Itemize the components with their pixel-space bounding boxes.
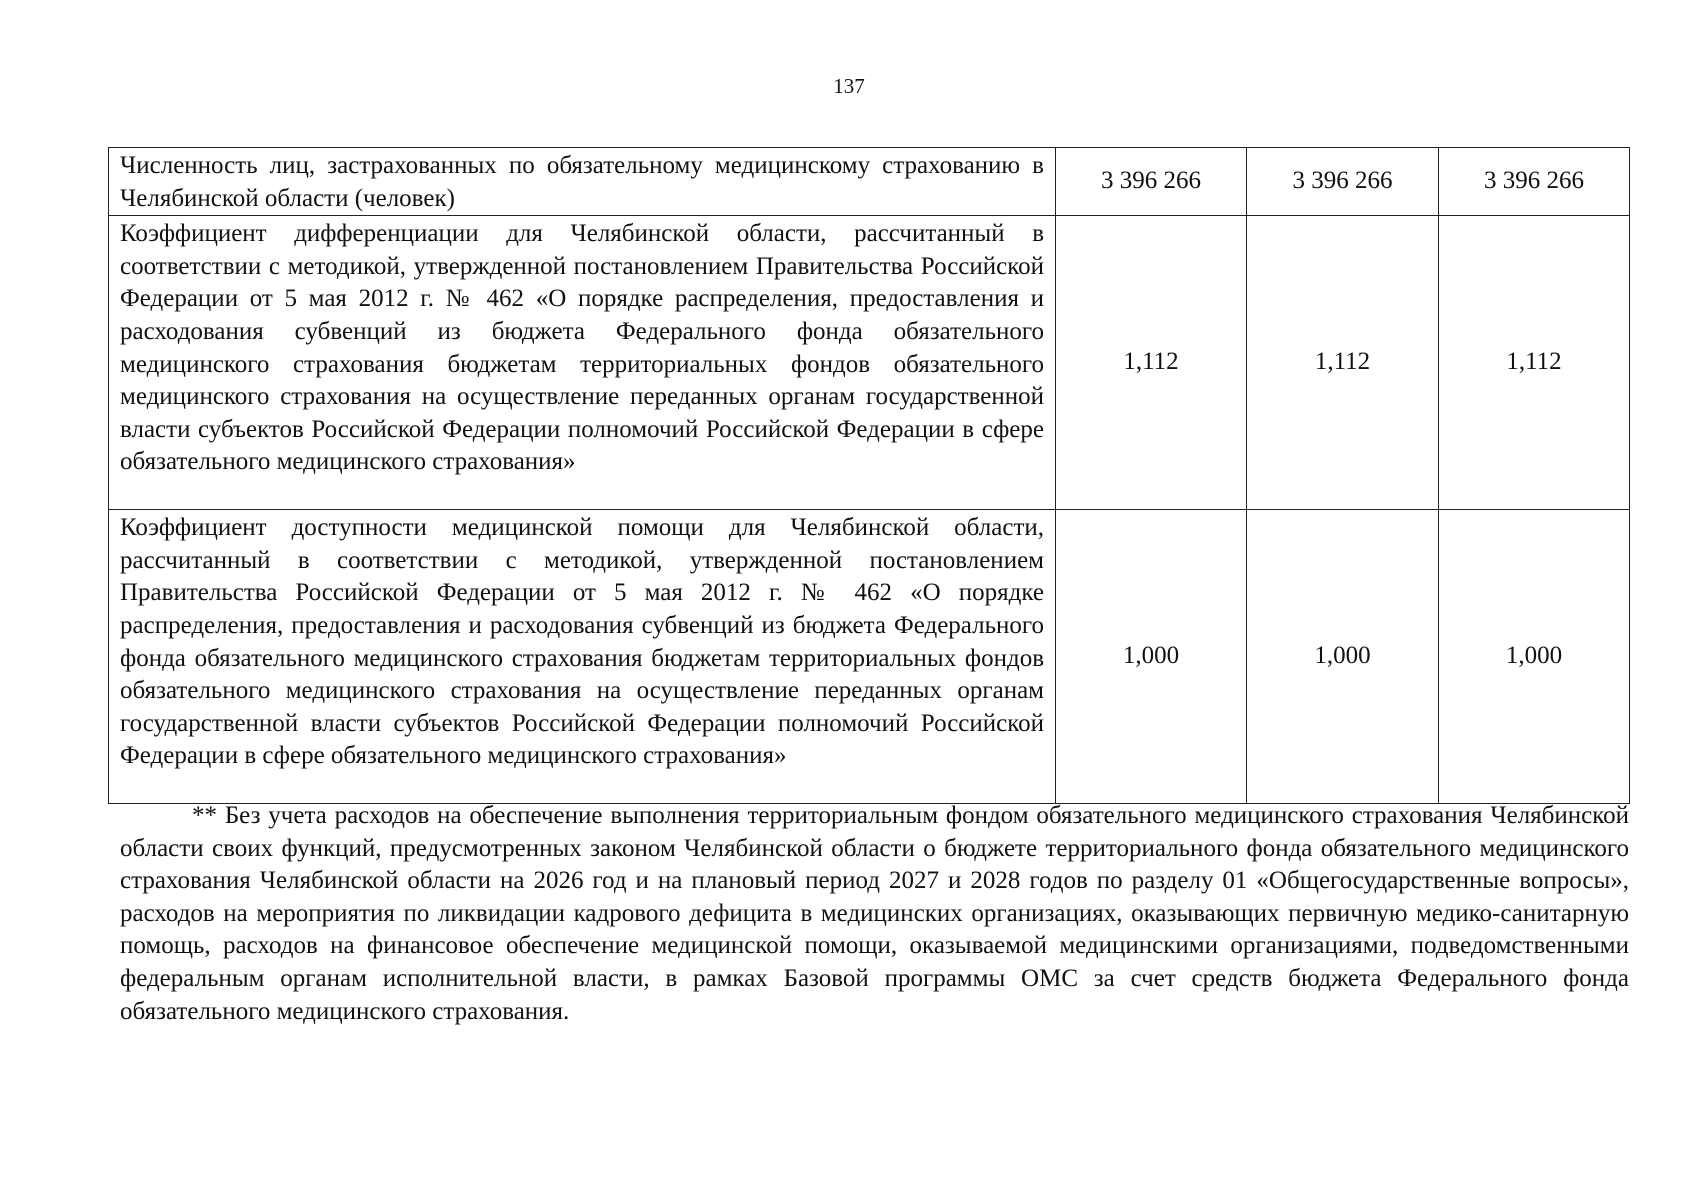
row-value: 1,112 (1247, 216, 1439, 510)
indicators-table (108, 147, 1630, 804)
footnote: ** Без учета расходов на обеспечение выполнения территориальным фондом обязательного медицинского страхования Челябинской области своих функций, предусмотренных законом Челябинской области о бюджете территориального фонда обязательного медицинского страхования Челябинской области на 2026 год и на плановый период 2027 и 2028 годов по разделу 01 «Общегосударственные вопросы», расходов на мероприятия по ликвидации кадрового дефицита в медицинских организациях, оказывающих первичную медико-санитарную помощь, расходов на финансовое обеспечение медицинской помощи, оказываемой медицинскими организациями, подведомственными федеральным органам исполнительной власти, в рамках Базовой программы ОМС за счет средств бюджета Федерального фонда обязательного медицинского страхования. (120, 802, 1629, 1025)
table-row (109, 148, 1630, 216)
table-row (109, 510, 1630, 804)
row-description: Численность лиц, застрахованных по обязательному медицинскому страхованию в Челябинской области (человек) (109, 148, 1056, 216)
row-value: 1,112 (1439, 216, 1630, 510)
row-description: Коэффициент доступности медицинской помощи для Челябинской области, рассчитанный в соответствии с методикой, утвержденной постановлением Правительства Российской Федерации от 5 мая 2012 г. № 462 «О порядке распределения, предоставления и расходования субвенций из бюджета Федерального фонда обязательного медицинского страхования бюджетам территориальных фондов обязательного медицинского страхования на осуществление переданных органам государственной власти субъектов Российской Федерации полномочий Российской Федерации в сфере обязательного медицинского страхования» (109, 510, 1056, 804)
row-value: 3 396 266 (1439, 148, 1630, 216)
page-number: 137 (833, 74, 865, 98)
table-row (109, 216, 1630, 510)
row-value: 3 396 266 (1247, 148, 1439, 216)
row-description: Коэффициент дифференциации для Челябинской области, рассчитанный в соответствии с методикой, утвержденной постановлением Правительства Российской Федерации от 5 мая 2012 г. № 462 «О порядке распределения, предоставления и расходования субвенций из бюджета Федерального фонда обязательного медицинского страхования бюджетам территориальных фондов обязательного медицинского страхования на осуществление переданных органам государственной власти субъектов Российской Федерации полномочий Российской Федерации в сфере обязательного медицинского страхования» (109, 216, 1056, 510)
row-value: 3 396 266 (1056, 148, 1247, 216)
row-value: 1,112 (1056, 216, 1247, 510)
row-value: 1,000 (1247, 510, 1439, 804)
row-value: 1,000 (1439, 510, 1630, 804)
row-value: 1,000 (1056, 510, 1247, 804)
